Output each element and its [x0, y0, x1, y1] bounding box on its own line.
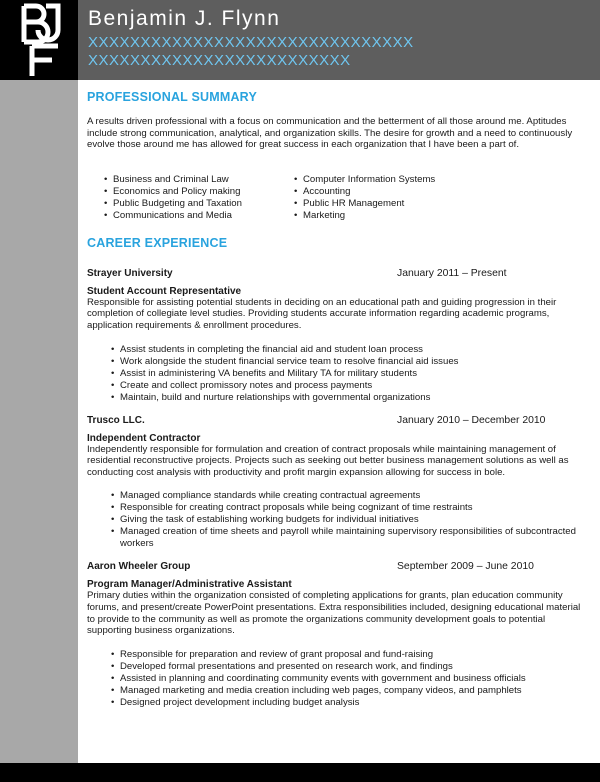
skill-item: • Economics and Policy making [104, 186, 294, 198]
job-duties [111, 344, 590, 404]
duty-item: • Managed compliance standards while creating contractual agreements [111, 490, 590, 502]
job-header [87, 268, 590, 279]
career-heading: CAREER EXPERIENCE [87, 235, 228, 250]
duty-item: • Create and collect promissory notes and process payments [111, 380, 590, 392]
candidate-name: Benjamin J. Flynn [88, 7, 281, 30]
summary-text: A results driven professional with a focus on communication and the betterment of all those around me. Aptitudes include strong communication, analytical, and organization skills. The desire for growth and a need to continuously evolve those around me has allowed for great success in each organization that I have been a part of. [87, 116, 573, 151]
contact-line-1: XXXXXXXXXXXXXXXXXXXXXXXXXXXXXXX [88, 34, 414, 51]
job-organization: Aaron Wheeler Group [87, 561, 191, 573]
job-description: Independently responsible for formulation and creation of contract proposals while maintaining management of residential reconstructive projects. Projects such as seeking out better business management solutions as well as conducting cost analysis with productivity and profit margin expansion allowing for success in bole. [87, 443, 569, 478]
job-header [87, 415, 590, 426]
duty-item: • Assisted in planning and coordinating community events with government and business officials [111, 673, 590, 685]
skills-column-1 [104, 174, 294, 222]
job-entry [87, 268, 590, 404]
skill-item: • Business and Criminal Law [104, 174, 294, 186]
job-duties [111, 490, 590, 550]
job-dates: January 2010 – December 2010 [397, 414, 546, 426]
job-title: Student Account Representative [87, 285, 242, 297]
skill-item: • Communications and Media [104, 210, 294, 222]
job-description: Responsible for assisting potential students in deciding on an educational path and guiding progression in their completion of collegiate level studies. Providing students accurate information regarding academic programs, application requirements & enrollment procedures. [87, 296, 557, 331]
job-title: Independent Contractor [87, 432, 201, 444]
duty-item: • Assist in administering VA benefits and Military TA for military students [111, 368, 590, 380]
job-dates: January 2011 – Present [397, 267, 507, 279]
job-dates: September 2009 – June 2010 [397, 561, 534, 573]
skills-list [104, 174, 590, 222]
resume-header [78, 0, 600, 80]
job-title: Program Manager/Administrative Assistant [87, 579, 292, 591]
monogram-logo-icon [0, 0, 78, 80]
contact-line-2: XXXXXXXXXXXXXXXXXXXXXXXXX [88, 52, 351, 69]
job-duties [111, 649, 590, 709]
duty-item: • Maintain, build and nurture relationships with governmental organizations [111, 392, 590, 404]
resume-body [87, 90, 590, 709]
job-entry [87, 561, 590, 708]
job-organization: Strayer University [87, 267, 173, 279]
duty-item: • Managed marketing and media creation including web pages, company videos, and pamphlets [111, 685, 590, 697]
skill-item: • Public Budgeting and Taxation [104, 198, 294, 210]
duty-item: • Work alongside the student financial service team to resolve financial aid issues [111, 356, 590, 368]
job-entry [87, 415, 590, 551]
footer-band [0, 763, 600, 782]
summary-heading: PROFESSIONAL SUMMARY [87, 90, 257, 104]
duty-item: • Managed creation of time sheets and payroll while maintaining supervisory responsibilities of subcontracted workers [111, 526, 590, 550]
job-header [87, 561, 590, 572]
skill-item: • Marketing [294, 210, 435, 222]
duty-item: • Designed project development including budget analysis [111, 697, 590, 709]
monogram-logo [0, 0, 78, 80]
skill-item: • Computer Information Systems [294, 174, 435, 186]
duty-item: • Developed formal presentations and presented on research work, and findings [111, 661, 590, 673]
left-sidebar-band [0, 80, 78, 763]
skill-item: • Public HR Management [294, 198, 435, 210]
duty-item: • Assist students in completing the financial aid and student loan process [111, 344, 590, 356]
job-description: Primary duties within the organization consisted of completing applications for grants, plan education community forums, and present/create PowerPoint presentations. Extra responsibilities included, designing educational material to provide to the community as well as promote the organizations community development goals to potential supporting business organizations. [87, 590, 581, 637]
duty-item: • Giving the task of establishing working budgets for individual initiatives [111, 514, 590, 526]
job-organization: Trusco LLC. [87, 414, 145, 426]
skills-column-2 [294, 174, 435, 222]
duty-item: • Responsible for preparation and review of grant proposal and fund-raising [111, 649, 590, 661]
skill-item: • Accounting [294, 186, 435, 198]
duty-item: • Responsible for creating contract proposals while being cognizant of time restraints [111, 502, 590, 514]
